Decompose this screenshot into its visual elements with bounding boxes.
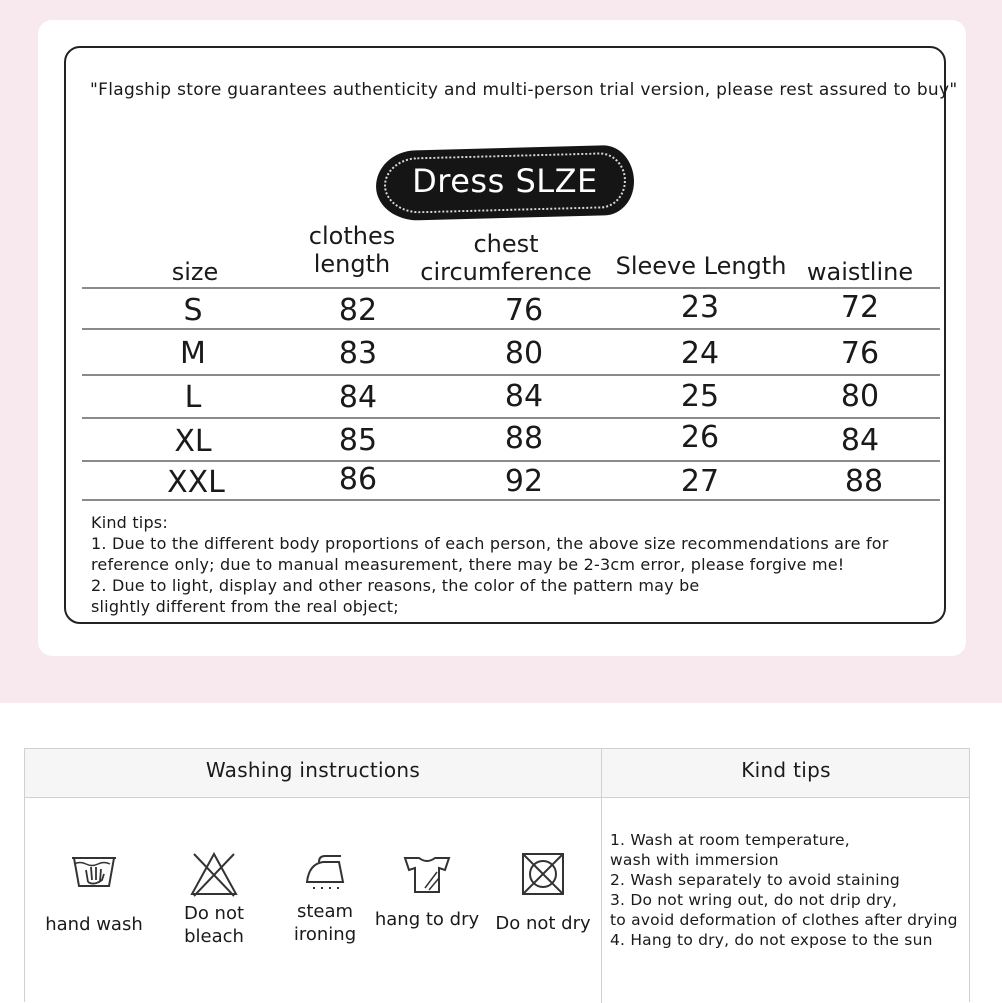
title-badge [375, 145, 635, 222]
tips-line: slightly different from the real object; [91, 597, 399, 616]
cell-size: XXL [167, 465, 225, 500]
care-tip-line: to avoid deformation of clothes after drying [610, 911, 958, 929]
column-divider [601, 749, 602, 1003]
cell-waist: 84 [840, 423, 880, 458]
hang-to-dry-item [368, 852, 486, 931]
care-tip-line: 3. Do not wring out, do not drip dry, [610, 891, 898, 909]
care-tip-line: 1. Wash at room temperature, [610, 831, 850, 849]
hand-wash-label: hand wash [45, 914, 143, 935]
care-tips [610, 830, 958, 950]
header-sleeve-length: Sleeve Length [615, 252, 787, 280]
do-not-bleach-icon [188, 850, 240, 898]
cell-waist: 72 [840, 290, 880, 325]
cell-sleeve: 24 [680, 336, 720, 371]
do-not-bleach-label: Do not bleach [183, 903, 245, 947]
header-size: size [171, 258, 219, 286]
cell-length: 82 [338, 293, 378, 328]
steam-ironing-label: steam ironing [293, 901, 357, 945]
hang-dry-icon [401, 852, 453, 896]
cell-chest: 88 [504, 421, 544, 456]
care-tip-line: 2. Wash separately to avoid staining [610, 871, 900, 889]
cell-length: 85 [338, 423, 378, 458]
tips-line: Kind tips: [91, 513, 168, 532]
cell-chest: 92 [504, 464, 544, 499]
header-waistline: waistline [806, 258, 914, 286]
cell-size: L [184, 380, 202, 415]
cell-sleeve: 26 [680, 420, 720, 455]
cell-length: 86 [338, 462, 378, 497]
cell-chest: 76 [504, 293, 544, 328]
steam-ironing-item [270, 852, 380, 946]
care-tip-line: wash with immersion [610, 851, 779, 869]
cell-size: XL [174, 424, 212, 459]
cell-size: M [180, 336, 206, 371]
do-not-dry-icon [519, 850, 567, 898]
cell-sleeve: 23 [680, 290, 720, 325]
row-divider [82, 417, 940, 419]
hand-wash-icon [68, 850, 120, 894]
row-divider [82, 328, 940, 330]
cell-waist: 88 [844, 464, 884, 499]
tips-line: 1. Due to the different body proportions of each person, the above size recommendations are for [91, 534, 889, 553]
cell-sleeve: 25 [680, 379, 720, 414]
care-tip-line: 4. Hang to dry, do not expose to the sun [610, 931, 933, 949]
do-not-dry-label: Do not dry [495, 913, 591, 934]
kind-tips [91, 512, 941, 617]
cell-sleeve: 27 [680, 464, 720, 499]
cell-size: S [183, 293, 203, 328]
row-divider [82, 374, 940, 376]
cell-chest: 84 [504, 379, 544, 414]
header-clothes-length: clothes length [308, 222, 396, 278]
row-divider [82, 287, 940, 289]
badge-title: Dress SLZE [412, 162, 598, 201]
row-divider [82, 460, 940, 462]
do-not-dry-item [488, 850, 598, 935]
cell-waist: 80 [840, 379, 880, 414]
kind-tips-header: Kind tips [741, 758, 831, 782]
tips-line: reference only; due to manual measurement, there may be 2-3cm error, please forgive me! [91, 555, 845, 574]
do-not-bleach-item [160, 850, 268, 948]
cell-length: 84 [338, 380, 378, 415]
header-chest-circumference: chest circumference [420, 230, 592, 286]
cell-waist: 76 [840, 336, 880, 371]
guarantee-text: "Flagship store guarantees authenticity and multi-person trial version, please rest assured to buy" [90, 80, 958, 100]
cell-chest: 80 [504, 336, 544, 371]
hang-to-dry-label: hang to dry [374, 909, 480, 930]
steam-iron-icon [299, 852, 351, 892]
washing-header: Washing instructions [205, 758, 421, 782]
tips-line: 2. Due to light, display and other reasons, the color of the pattern may be [91, 576, 700, 595]
cell-length: 83 [338, 336, 378, 371]
hand-wash-item [40, 850, 148, 936]
